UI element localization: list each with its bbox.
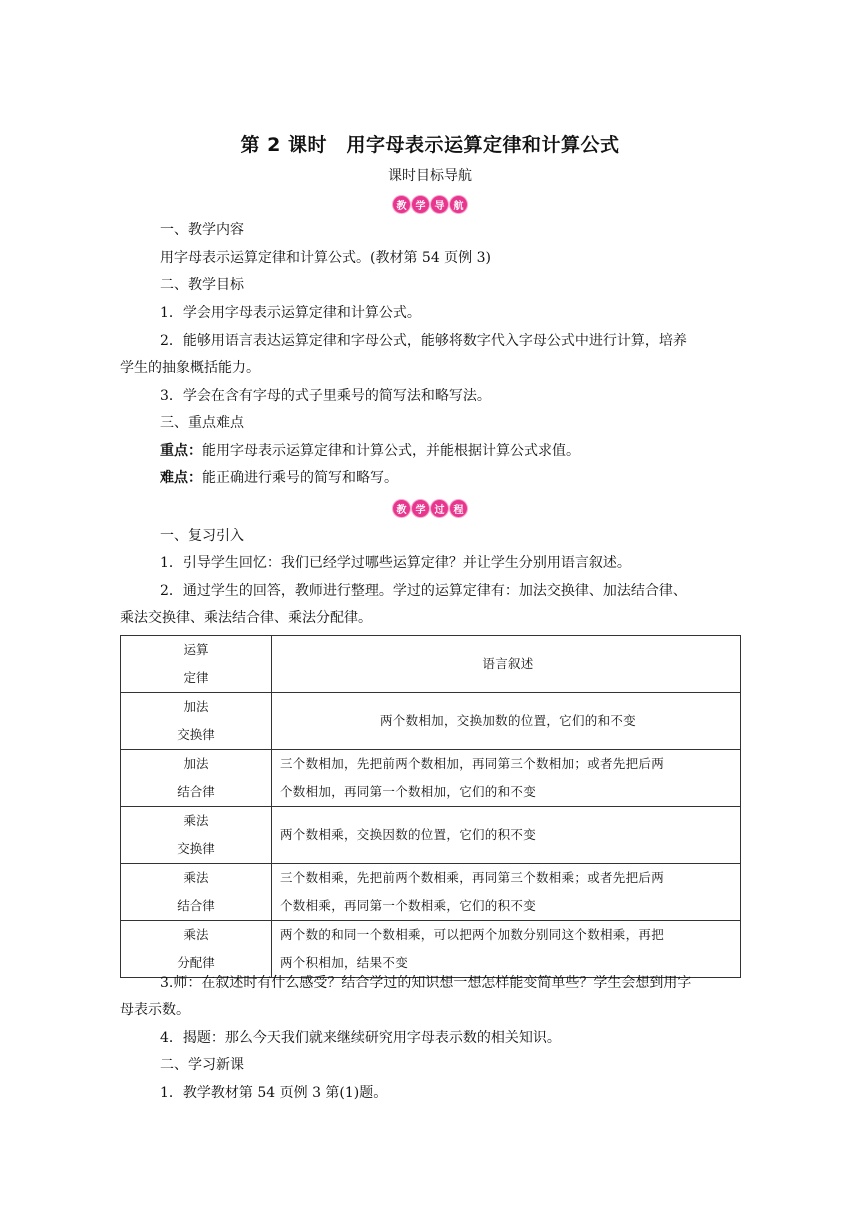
law-description: 三个数相加，先把前两个数相加，再同第三个数相加；或者先把后两 个数相加，再同第一个数相加，它们的和不变 xyxy=(272,750,741,807)
table-header-desc: 语言叙述 xyxy=(272,636,741,693)
teaching-guide-badge xyxy=(0,194,860,213)
lesson-title: 第 2 课时 用字母表示运算定律和计算公式 xyxy=(240,134,620,156)
review-item-3-continued: 母表示数。 xyxy=(120,1002,190,1018)
table-row xyxy=(121,921,741,978)
teaching-process-badge xyxy=(0,498,860,517)
table-row xyxy=(121,750,741,807)
review-item-2: 2．通过学生的回答，教师进行整理。学过的运算定律有：加法交换律、加法结合律、 xyxy=(160,583,687,599)
badge-char: 过 xyxy=(431,500,448,517)
law-name: 乘法 交换律 xyxy=(121,807,272,864)
difficulty-text: 能正确进行乘号的简写和略写。 xyxy=(202,470,398,486)
section-heading-goals: 二、教学目标 xyxy=(160,277,244,293)
badge-char: 学 xyxy=(412,500,429,517)
table-header-row xyxy=(121,636,741,693)
table-row xyxy=(121,807,741,864)
section-heading-new-lesson: 二、学习新课 xyxy=(160,1057,244,1073)
goal-item-2: 2．能够用语言表达运算定律和字母公式，能够将数字代入字母公式中进行计算，培养 xyxy=(160,333,687,349)
law-description: 两个数相加，交换加数的位置，它们的和不变 xyxy=(272,693,741,750)
laws-table xyxy=(120,635,741,978)
badge-char: 学 xyxy=(412,196,429,213)
table-header-name: 运算 定律 xyxy=(121,636,272,693)
badge-char: 导 xyxy=(431,196,448,213)
section-heading-review: 一、复习引入 xyxy=(160,528,244,544)
law-name: 乘法 分配律 xyxy=(121,921,272,978)
section-heading-content: 一、教学内容 xyxy=(160,222,244,238)
law-description: 两个数的和同一个数相乘，可以把两个加数分别同这个数相乘，再把 两个积相加，结果不变 xyxy=(272,921,741,978)
law-name: 乘法 结合律 xyxy=(121,864,272,921)
goal-item-1: 1．学会用字母表示运算定律和计算公式。 xyxy=(160,305,421,321)
key-point-text: 能用字母表示运算定律和计算公式，并能根据计算公式求值。 xyxy=(202,443,580,459)
law-description: 两个数相乘，交换因数的位置，它们的积不变 xyxy=(272,807,741,864)
law-name: 加法 交换律 xyxy=(121,693,272,750)
review-item-3: 3.师：在叙述时有什么感受？结合学过的知识想一想怎样能变简单些？学生会想到用字 xyxy=(160,975,692,991)
goal-item-2-continued: 学生的抽象概括能力。 xyxy=(120,360,260,376)
goal-item-3: 3．学会在含有字母的式子里乘号的简写法和略写法。 xyxy=(160,388,491,404)
key-point-line xyxy=(160,439,740,463)
table-row xyxy=(121,693,741,750)
table-row xyxy=(121,864,741,921)
content-paragraph: 用字母表示运算定律和计算公式。(教材第 54 页例 3) xyxy=(160,250,491,266)
badge-char: 教 xyxy=(393,196,410,213)
badge-char: 程 xyxy=(450,500,467,517)
key-point-label: 重点： xyxy=(160,443,202,459)
badge-char: 航 xyxy=(450,196,467,213)
law-description: 三个数相乘，先把前两个数相乘，再同第三个数相乘；或者先把后两 个数相乘，再同第一个数相乘，它们的积不变 xyxy=(272,864,741,921)
review-item-1: 1．引导学生回忆：我们已经学过哪些运算定律？并让学生分别用语言叙述。 xyxy=(160,555,631,571)
difficulty-label: 难点： xyxy=(160,470,202,486)
review-item-2-continued: 乘法交换律、乘法结合律、乘法分配律。 xyxy=(120,610,372,626)
lesson-subtitle: 课时目标导航 xyxy=(388,168,472,184)
difficulty-line xyxy=(160,466,740,490)
law-name: 加法 结合律 xyxy=(121,750,272,807)
review-item-4: 4．揭题：那么今天我们就来继续研究用字母表示数的相关知识。 xyxy=(160,1030,561,1046)
section-heading-key-points: 三、重点难点 xyxy=(160,415,244,431)
new-lesson-item-1: 1．教学教材第 54 页例 3 第(1)题。 xyxy=(160,1085,388,1101)
badge-char: 教 xyxy=(393,500,410,517)
